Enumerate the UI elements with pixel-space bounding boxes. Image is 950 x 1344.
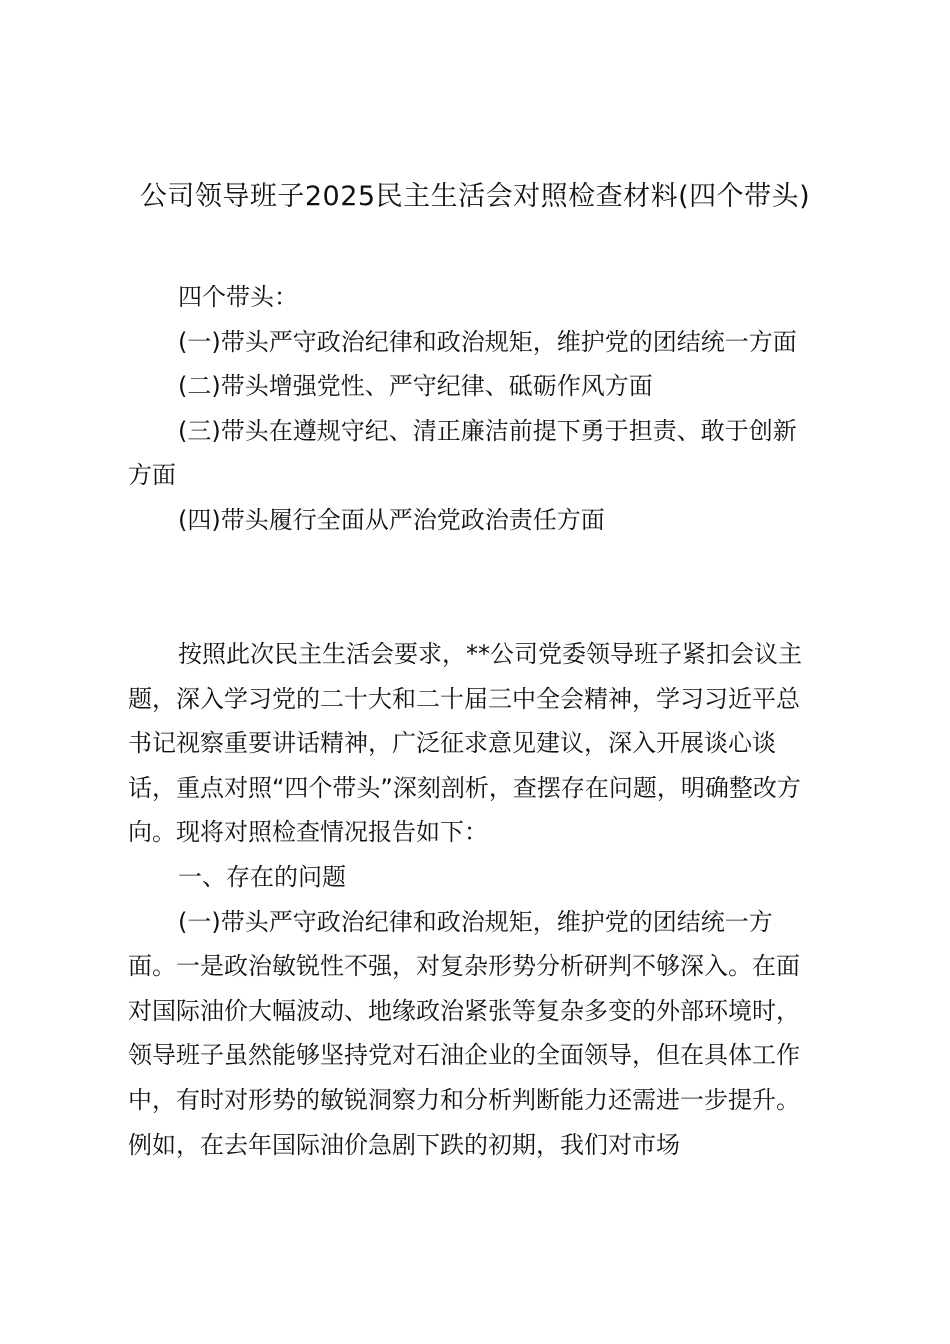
list-item: (二)带头增强党性、严守纪律、砥砺作风方面 — [178, 372, 653, 401]
list-item: (四)带头履行全面从严治党政治责任方面 — [178, 505, 605, 534]
list-item: (三)带头在遵规守纪、清正廉洁前提下勇于担责、敢于创新方面 — [128, 416, 797, 490]
document-title: 公司领导班子2025民主生活会对照检查材料(四个带头) — [139, 181, 811, 212]
section-heading: 一、存在的问题 — [178, 862, 346, 891]
section-paragraph: (一)带头严守政治纪律和政治规矩，维护党的团结统一方面。一是政治敏锐性不强，对复杂形势分析研判不够深入。在面对国际油价大幅波动、地缘政治紧张等复杂多变的外部环境时，领导班子虽然能够坚持党对石油企业的全面领导，但在具体工作中，有时对形势的敏锐洞察力和分析判断能力还需进一步提升。例如，在去年国际油价急剧下跌的初期，我们对市场 — [128, 907, 800, 1159]
body-intro-paragraph: 按照此次民主生活会要求，**公司党委领导班子紧扣会议主题，深入学习党的二十大和二十届三中全会精神，学习习近平总书记视察重要讲话精神，广泛征求意见建议，深入开展谈心谈话，重点对照“四个带头”深刻剖析，查摆存在问题，明确整改方向。现将对照检查情况报告如下： — [128, 640, 802, 847]
list-item: (一)带头严守政治纪律和政治规矩，维护党的团结统一方面 — [178, 327, 797, 356]
four-leads-list — [128, 275, 818, 543]
document-body — [128, 632, 818, 1167]
intro-heading: 四个带头： — [178, 283, 298, 311]
